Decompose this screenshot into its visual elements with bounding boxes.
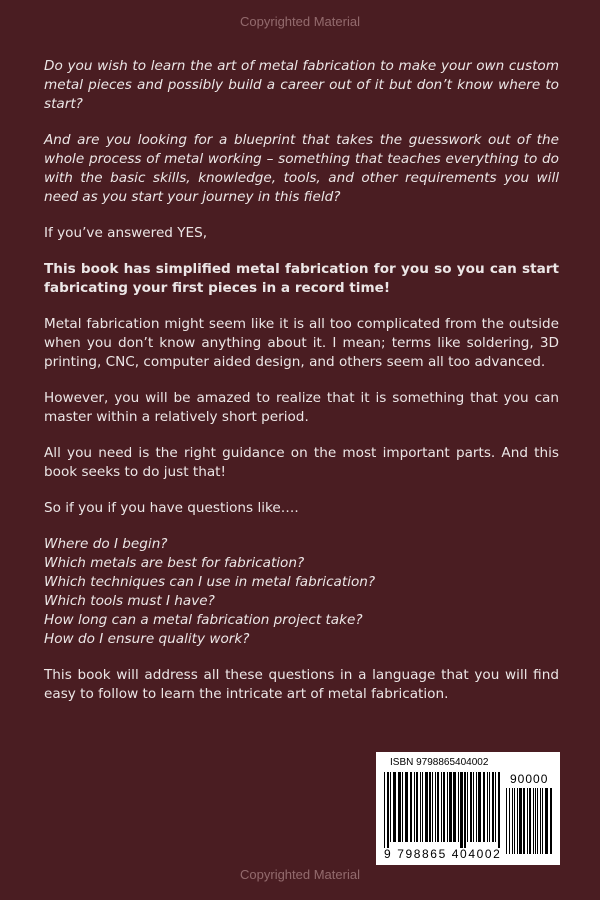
- barcode-bar: [429, 772, 431, 842]
- barcode-bar: [537, 788, 538, 854]
- barcode-bar: [410, 772, 412, 842]
- barcode-bar: [414, 772, 415, 842]
- barcode-bar: [402, 772, 403, 842]
- paragraph: If you’ve answered YES,: [44, 225, 208, 241]
- barcode-bar: [460, 772, 463, 848]
- barcode-bar: [467, 772, 468, 842]
- barcode-bar: [405, 772, 408, 842]
- barcode-bar: [550, 788, 552, 854]
- paragraph: However, you will be amazed to realize that it is something that you can master within a relatively short period.: [44, 390, 559, 425]
- barcode-bar: [398, 772, 401, 842]
- barcode-bar: [384, 772, 385, 848]
- barcode-bar: [529, 788, 531, 854]
- barcode-bar: [506, 788, 507, 854]
- barcode-bar: [473, 772, 474, 842]
- barcode-bar: [449, 772, 452, 842]
- isbn-barcode: [376, 752, 560, 865]
- question-item: Which techniques can I use in metal fabrication?: [44, 574, 376, 590]
- addon-digits: 90000: [510, 772, 549, 786]
- question-list: [44, 535, 559, 649]
- barcode-bar: [464, 772, 466, 848]
- question-item: How do I ensure quality work?: [44, 631, 250, 647]
- barcode-bar: [443, 772, 445, 842]
- barcode-bar: [447, 772, 448, 842]
- barcode-bar: [432, 772, 433, 842]
- description-paragraphs: [44, 57, 559, 518]
- barcode-bar: [523, 788, 525, 854]
- barcode-bar: [453, 772, 456, 842]
- watermark-top: Copyrighted Material: [240, 14, 360, 29]
- isbn-label: ISBN 9798865404002: [390, 757, 489, 768]
- barcode-bar: [416, 772, 418, 842]
- barcode-bar: [512, 788, 513, 854]
- barcode-bar: [441, 772, 442, 842]
- back-cover-text: [44, 57, 559, 721]
- barcode-bar: [514, 788, 515, 854]
- barcode-bar: [519, 788, 522, 854]
- question-item: Which metals are best for fabrication?: [44, 555, 305, 571]
- barcode-bar: [470, 772, 472, 842]
- barcode-bar: [458, 772, 459, 842]
- barcode-bar: [527, 788, 528, 854]
- barcode-bar: [437, 772, 439, 842]
- barcode-bar: [492, 772, 494, 842]
- ean-bars: [384, 772, 502, 848]
- paragraph: And are you looking for a blueprint that takes the guesswork out of the whole process of metal working – something that teaches everything to do with the basic skills, knowledge, tools, and other requirements you will need as you start your journey in this field?: [44, 132, 559, 205]
- barcode-bar: [390, 772, 391, 842]
- barcode-bar: [540, 788, 541, 854]
- barcode-bar: [483, 772, 485, 842]
- barcode-bar: [509, 788, 510, 854]
- barcode-bar: [533, 788, 534, 854]
- paragraph: Metal fabrication might seem like it is all too complicated from the outside when you don’t know anything about it. I mean; terms like soldering, 3D printing, CNC, computer aided design, and others seem all too advanced.: [44, 316, 559, 370]
- barcode-bar: [420, 772, 421, 842]
- question-item: How long can a metal fabrication project take?: [44, 612, 363, 628]
- barcode-bar: [393, 772, 396, 842]
- barcode-bar: [422, 772, 423, 842]
- paragraph: This book has simplified metal fabrication for you so you can start fabricating your first pieces in a record time!: [44, 261, 559, 296]
- question-item: Which tools must I have?: [44, 593, 215, 609]
- barcode-bar: [517, 788, 518, 854]
- barcode-bar: [476, 772, 477, 842]
- paragraph: Do you wish to learn the art of metal fabrication to make your own custom metal pieces and possibly build a career out of it but don’t know where to start?: [44, 58, 559, 112]
- paragraph: So if you if you have questions like….: [44, 500, 299, 516]
- barcode-bar: [489, 772, 490, 842]
- question-item: Where do I begin?: [44, 536, 168, 552]
- barcode-bar: [535, 788, 536, 854]
- barcode-bar: [542, 788, 543, 854]
- barcode-bar: [498, 772, 500, 848]
- barcode-bar: [387, 772, 389, 848]
- barcode-bar: [495, 772, 496, 842]
- barcode-bar: [435, 772, 436, 842]
- addon-bars: [506, 788, 554, 860]
- paragraph: All you need is the right guidance on the most important parts. And this book seeks to do just that!: [44, 445, 559, 480]
- watermark-bottom: Copyrighted Material: [240, 867, 360, 882]
- closing-paragraph: This book will address all these questions in a language that you will find easy to follow to learn the intricate art of metal fabrication.: [44, 667, 559, 702]
- barcode-bar: [487, 772, 488, 842]
- ean-digits: 9 798865 404002: [384, 847, 502, 861]
- barcode-bar: [478, 772, 481, 842]
- barcode-bar: [425, 772, 428, 842]
- barcode-bar: [545, 788, 548, 854]
